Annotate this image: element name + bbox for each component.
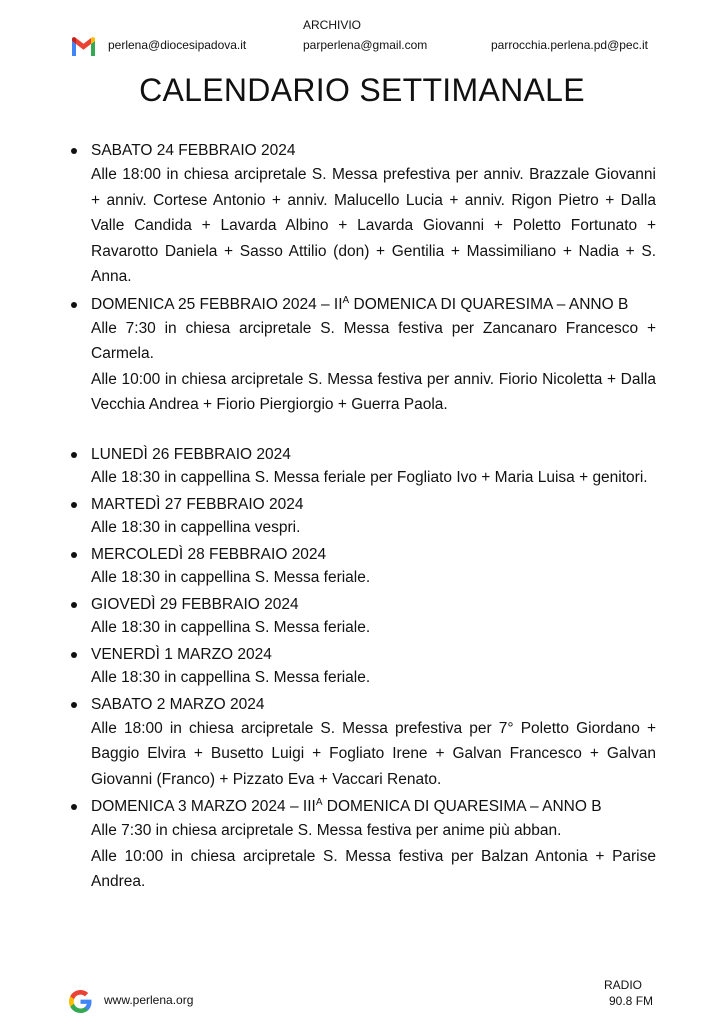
email-diocese-link[interactable]: perlena@diocesipadova.it bbox=[108, 38, 247, 52]
calendar-entry bbox=[68, 140, 656, 290]
bullet-icon bbox=[71, 602, 77, 608]
bullet-icon bbox=[71, 652, 77, 658]
google-icon bbox=[69, 990, 92, 1013]
entry-text: Alle 18:30 in cappellina S. Messa feriale. bbox=[91, 568, 371, 586]
entry-date: MERCOLEDÌ 28 FEBBRAIO 2024 bbox=[91, 545, 327, 563]
entry-text: Alle 18:00 in chiesa arcipretale S. Messa prefestiva per anniv. Brazzale Giovanni + anniv. Cortese Antonio + anniv. Malucello Lucia + anniv. Rigon Pietro + Dalla Valle Candida + Lavarda Albino + Lavarda Giovanni + Poletto Fortunato + Ravarotto Daniela + Sasso Attilio (don) + Gentilia + Massimiliano + Nadia + S. Anna. bbox=[91, 166, 656, 285]
weekly-calendar-list bbox=[68, 140, 656, 895]
bullet-icon bbox=[71, 702, 77, 708]
entry-text: Alle 18:00 in chiesa arcipretale S. Messa prefestiva per 7° Poletto Giordano + Baggio Elvira + Busetto Luigi + Fogliato Irene + Galvan Francesco + Galvan Giovanni (Franco) + Pizzato Eva + Vaccari Renato. bbox=[91, 719, 656, 788]
website-link[interactable]: www.perlena.org bbox=[104, 993, 194, 1007]
entry-date: GIOVEDÌ 29 FEBBRAIO 2024 bbox=[91, 595, 299, 613]
calendar-entry bbox=[68, 494, 656, 540]
bullet-icon bbox=[71, 804, 77, 810]
entry-date: DOMENICA 3 MARZO $2024 - III^A$ DOMENICA DI QUARESIMA – ANNO B bbox=[91, 796, 602, 815]
entry-text: Alle 7:30 in chiesa arcipretale S. Messa festiva per anime più abban. bbox=[91, 822, 562, 839]
bullet-icon bbox=[71, 148, 77, 154]
entry-text: Alle 10:00 in chiesa arcipretale S. Messa festiva per Balzan Antonia + Parise Andrea. bbox=[91, 847, 656, 890]
entry-date: SABATO 24 FEBBRAIO 2024 bbox=[91, 142, 296, 159]
entry-date: DOMENICA 25 FEBBRAIO $2024 - II^A$ DOMENICA DI QUARESIMA – ANNO B bbox=[91, 294, 629, 313]
bullet-icon bbox=[71, 552, 77, 558]
radio-frequency: 90.8 FM bbox=[609, 994, 654, 1008]
entry-date: VENERDÌ 1 MARZO 2024 bbox=[91, 645, 272, 663]
calendar-entry bbox=[68, 694, 656, 793]
entry-text: Alle 18:30 in cappellina S. Messa feriale per Fogliato Ivo + Maria Luisa + genitori. bbox=[91, 468, 648, 486]
email-pec-link[interactable]: parrocchia.perlena.pd@pec.it bbox=[491, 38, 648, 52]
calendar-entry bbox=[68, 544, 656, 590]
bullet-icon bbox=[71, 502, 77, 508]
gmail-icon bbox=[70, 36, 97, 56]
calendar-entry bbox=[68, 796, 656, 895]
radio-label: RADIO bbox=[604, 978, 643, 992]
calendar-entry bbox=[68, 444, 656, 490]
entry-text: Alle 7:30 in chiesa arcipretale S. Messa festiva per Zancanaro Francesco + Carmela. bbox=[91, 319, 656, 362]
calendar-entry bbox=[68, 644, 656, 690]
archive-label: ARCHIVIO bbox=[303, 18, 362, 32]
page-header bbox=[0, 0, 724, 70]
bullet-icon bbox=[71, 302, 77, 308]
bullet-icon bbox=[71, 452, 77, 458]
email-gmail-link[interactable]: parperlena@gmail.com bbox=[303, 38, 428, 52]
entry-date: LUNEDÌ 26 FEBBRAIO 2024 bbox=[91, 445, 291, 463]
page-footer bbox=[0, 970, 724, 1024]
entry-date: MARTEDÌ 27 FEBBRAIO 2024 bbox=[91, 495, 304, 513]
page-title: CALENDARIO SETTIMANALE bbox=[139, 72, 585, 108]
calendar-entry bbox=[68, 594, 656, 640]
entry-text: Alle 18:30 in cappellina vespri. bbox=[91, 518, 301, 536]
calendar-entry bbox=[68, 294, 656, 418]
entry-date: SABATO 2 MARZO 2024 bbox=[91, 695, 265, 713]
entry-text: Alle 18:30 in cappellina S. Messa feriale. bbox=[91, 618, 371, 636]
entry-text: Alle 10:00 in chiesa arcipretale S. Messa festiva per anniv. Fiorio Nicoletta + Dalla Vecchia Andrea + Fiorio Piergiorgio + Guerra Paola. bbox=[91, 370, 656, 413]
entry-text: Alle 18:30 in cappellina S. Messa feriale. bbox=[91, 668, 371, 686]
